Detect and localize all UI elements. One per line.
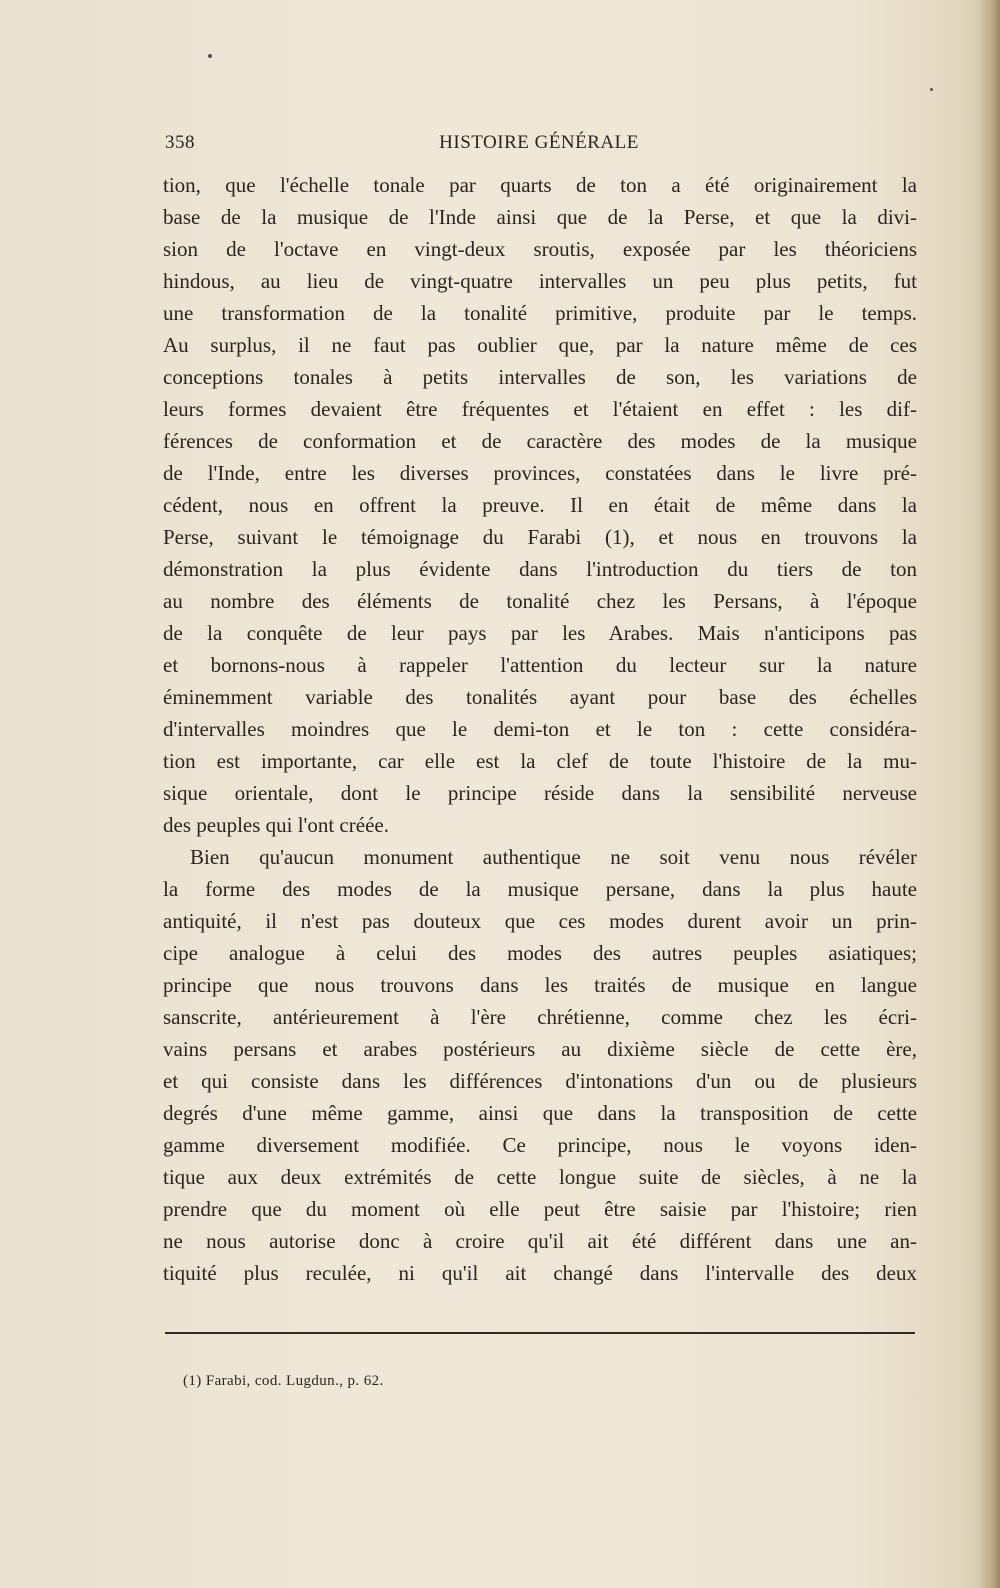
text-line: et bornons-nous à rappeler l'attention du lecteur sur la nature <box>163 653 917 677</box>
text-line: et qui consiste dans les différences d'intonations d'un ou de plusieurs <box>163 1069 917 1093</box>
paragraph-2 <box>163 841 917 1289</box>
text-line: degrés d'une même gamme, ainsi que dans la transposition de cette <box>163 1101 917 1125</box>
text-line: tiquité plus reculée, ni qu'il ait changé dans l'intervalle des deux <box>163 1261 917 1285</box>
body-text <box>163 169 917 1289</box>
text-line: Au surplus, il ne faut pas oublier que, par la nature même de ces <box>163 333 917 357</box>
text-line: la forme des modes de la musique persane, dans la plus haute <box>163 877 917 901</box>
text-line: une transformation de la tonalité primitive, produite par le temps. <box>163 301 917 325</box>
text-line: éminemment variable des tonalités ayant pour base des échelles <box>163 685 917 709</box>
text-line: sanscrite, antérieurement à l'ère chrétienne, comme chez les écri- <box>163 1005 917 1029</box>
running-title: HISTOIRE GÉNÉRALE <box>439 132 639 153</box>
text-line: sique orientale, dont le principe réside dans la sensibilité nerveuse <box>163 781 917 805</box>
text-line: tion, que l'échelle tonale par quarts de ton a été originairement la <box>163 173 917 197</box>
text-line: démonstration la plus évidente dans l'introduction du tiers de ton <box>163 557 917 581</box>
text-line: sion de l'octave en vingt-deux sroutis, exposée par les théoriciens <box>163 237 917 261</box>
footnote: (1) Farabi, cod. Lugdun., p. 62. <box>183 1373 384 1389</box>
ink-speck <box>930 88 933 91</box>
text-line: d'intervalles moindres que le demi-ton et le ton : cette considéra- <box>163 717 917 741</box>
running-header <box>165 132 913 160</box>
text-line: Perse, suivant le témoignage du Farabi (1), et nous en trouvons la <box>163 525 917 549</box>
ink-speck <box>208 54 212 58</box>
page-edge-shadow <box>978 0 1000 1588</box>
text-line: ne nous autorise donc à croire qu'il ait été différent dans une an- <box>163 1229 917 1253</box>
text-line: leurs formes devaient être fréquentes et l'étaient en effet : les dif- <box>163 397 917 421</box>
paragraph-1 <box>163 169 917 841</box>
text-line: Bien qu'aucun monument authentique ne soit venu nous révéler <box>190 845 917 869</box>
text-line: cédent, nous en offrent la preuve. Il en était de même dans la <box>163 493 917 517</box>
text-line: gamme diversement modifiée. Ce principe, nous le voyons iden- <box>163 1133 917 1157</box>
text-line: hindous, au lieu de vingt-quatre intervalles un peu plus petits, fut <box>163 269 917 293</box>
text-line: tique aux deux extrémités de cette longue suite de siècles, à ne la <box>163 1165 917 1189</box>
text-line: prendre que du moment où elle peut être saisie par l'histoire; rien <box>163 1197 917 1221</box>
text-line: au nombre des éléments de tonalité chez les Persans, à l'époque <box>163 589 917 613</box>
text-line: des peuples qui l'ont créée. <box>163 813 389 837</box>
text-line: base de la musique de l'Inde ainsi que de la Perse, et que la divi- <box>163 205 917 229</box>
text-line: conceptions tonales à petits intervalles de son, les variations de <box>163 365 917 389</box>
page-number: 358 <box>165 132 195 153</box>
text-line: cipe analogue à celui des modes des autres peuples asiatiques; <box>163 941 917 965</box>
text-line: férences de conformation et de caractère des modes de la musique <box>163 429 917 453</box>
text-line: vains persans et arabes postérieurs au dixième siècle de cette ère, <box>163 1037 917 1061</box>
text-line: tion est importante, car elle est la clef de toute l'histoire de la mu- <box>163 749 917 773</box>
text-line: antiquité, il n'est pas douteux que ces modes durent avoir un prin- <box>163 909 917 933</box>
text-line: de la conquête de leur pays par les Arabes. Mais n'anticipons pas <box>163 621 917 645</box>
text-line: principe que nous trouvons dans les traités de musique en langue <box>163 973 917 997</box>
text-line: de l'Inde, entre les diverses provinces, constatées dans le livre pré- <box>163 461 917 485</box>
footnote-rule <box>165 1332 915 1334</box>
